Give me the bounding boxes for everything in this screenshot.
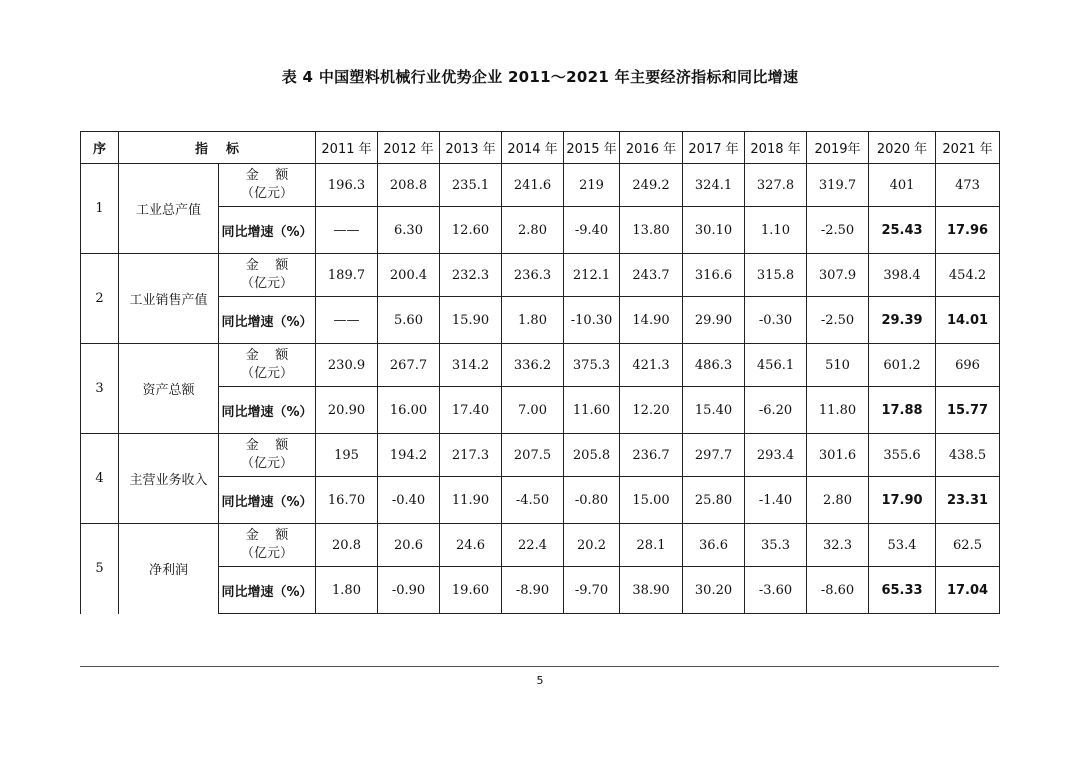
table-row-amount (81, 434, 1000, 477)
amount-cell: 314.2 (440, 344, 502, 387)
amount-cell: 601.2 (869, 344, 936, 387)
amount-label-line1: 金 额 (245, 528, 289, 543)
header-year: 2014 年 (502, 132, 564, 164)
row-index: 3 (81, 344, 119, 434)
footer-divider (80, 666, 999, 667)
header-year: 2019年 (807, 132, 869, 164)
header-indicator: 指 标 (119, 132, 316, 164)
amount-label-line2: （亿元） (241, 186, 294, 201)
header-year: 2021 年 (936, 132, 1000, 164)
rate-cell: 17.88 (869, 387, 936, 434)
amount-cell: 319.7 (807, 164, 869, 207)
rate-cell: 12.20 (620, 387, 683, 434)
rate-cell: 29.39 (869, 297, 936, 344)
rate-cell: 30.20 (683, 567, 745, 614)
amount-label-line2: （亿元） (241, 276, 294, 291)
header-year: 2013 年 (440, 132, 502, 164)
table-row-rate (81, 387, 1000, 434)
rate-cell: 25.80 (683, 477, 745, 524)
amount-label (219, 524, 316, 567)
indicator-name: 工业总产值 (119, 164, 219, 254)
header-seq: 序 (81, 132, 119, 164)
rate-cell: -4.50 (502, 477, 564, 524)
header-year: 2011 年 (316, 132, 378, 164)
header-year: 2020 年 (869, 132, 936, 164)
amount-cell: 236.3 (502, 254, 564, 297)
rate-cell: 17.90 (869, 477, 936, 524)
rate-label: 同比增速（%） (219, 387, 316, 434)
rate-label: 同比增速（%） (219, 567, 316, 614)
table-row-rate (81, 567, 1000, 614)
table-row-rate (81, 207, 1000, 254)
rate-cell: -6.20 (745, 387, 807, 434)
indicator-name: 工业销售产值 (119, 254, 219, 344)
amount-cell: 235.1 (440, 164, 502, 207)
rate-cell: 2.80 (502, 207, 564, 254)
row-index: 1 (81, 164, 119, 254)
amount-cell: 438.5 (936, 434, 1000, 477)
rate-cell: -0.30 (745, 297, 807, 344)
amount-cell: 696 (936, 344, 1000, 387)
rate-cell: 16.70 (316, 477, 378, 524)
amount-cell: 200.4 (378, 254, 440, 297)
row-index: 5 (81, 524, 119, 614)
rate-cell: 20.90 (316, 387, 378, 434)
rate-cell: -3.60 (745, 567, 807, 614)
table-row-rate (81, 477, 1000, 524)
indicator-name: 净利润 (119, 524, 219, 614)
amount-label-line2: （亿元） (241, 366, 294, 381)
rate-cell: 30.10 (683, 207, 745, 254)
amount-cell: 20.8 (316, 524, 378, 567)
table-row-amount (81, 254, 1000, 297)
amount-label-line1: 金 额 (245, 258, 289, 273)
amount-label (219, 434, 316, 477)
amount-cell: 297.7 (683, 434, 745, 477)
rate-cell: -0.40 (378, 477, 440, 524)
table-row-amount (81, 524, 1000, 567)
amount-cell: 307.9 (807, 254, 869, 297)
header-year: 2015 年 (564, 132, 620, 164)
amount-cell: 195 (316, 434, 378, 477)
rate-cell: 1.80 (502, 297, 564, 344)
rate-cell: 25.43 (869, 207, 936, 254)
rate-cell: -8.60 (807, 567, 869, 614)
amount-label-line1: 金 额 (245, 438, 289, 453)
rate-cell: 5.60 (378, 297, 440, 344)
amount-cell: 28.1 (620, 524, 683, 567)
table-row-rate (81, 297, 1000, 344)
rate-cell: 16.00 (378, 387, 440, 434)
rate-cell: -10.30 (564, 297, 620, 344)
amount-cell: 217.3 (440, 434, 502, 477)
amount-label-line2: （亿元） (241, 546, 294, 561)
amount-cell: 375.3 (564, 344, 620, 387)
amount-cell: 336.2 (502, 344, 564, 387)
amount-cell: 22.4 (502, 524, 564, 567)
amount-cell: 486.3 (683, 344, 745, 387)
rate-cell: 2.80 (807, 477, 869, 524)
amount-cell: 454.2 (936, 254, 1000, 297)
amount-cell: 249.2 (620, 164, 683, 207)
amount-cell: 315.8 (745, 254, 807, 297)
amount-cell: 62.5 (936, 524, 1000, 567)
rate-cell: 1.10 (745, 207, 807, 254)
row-index: 4 (81, 434, 119, 524)
amount-cell: 208.8 (378, 164, 440, 207)
rate-cell: 15.00 (620, 477, 683, 524)
amount-cell: 324.1 (683, 164, 745, 207)
rate-cell: -0.90 (378, 567, 440, 614)
amount-label (219, 254, 316, 297)
amount-cell: 32.3 (807, 524, 869, 567)
amount-cell: 20.6 (378, 524, 440, 567)
rate-cell: 38.90 (620, 567, 683, 614)
rate-cell: 15.40 (683, 387, 745, 434)
amount-cell: 421.3 (620, 344, 683, 387)
header-year: 2012 年 (378, 132, 440, 164)
rate-cell: 11.90 (440, 477, 502, 524)
rate-cell: —— (316, 207, 378, 254)
header-year: 2017 年 (683, 132, 745, 164)
rate-cell: 7.00 (502, 387, 564, 434)
rate-cell: -0.80 (564, 477, 620, 524)
rate-cell: 19.60 (440, 567, 502, 614)
indicator-name: 资产总额 (119, 344, 219, 434)
header-row (81, 132, 1000, 164)
rate-cell: -2.50 (807, 297, 869, 344)
rate-cell: 14.01 (936, 297, 1000, 344)
rate-cell: -2.50 (807, 207, 869, 254)
amount-cell: 212.1 (564, 254, 620, 297)
amount-cell: 401 (869, 164, 936, 207)
table-row-amount (81, 164, 1000, 207)
header-year: 2016 年 (620, 132, 683, 164)
amount-cell: 35.3 (745, 524, 807, 567)
amount-cell: 327.8 (745, 164, 807, 207)
amount-cell: 355.6 (869, 434, 936, 477)
rate-cell: 65.33 (869, 567, 936, 614)
amount-label (219, 344, 316, 387)
rate-cell: 1.80 (316, 567, 378, 614)
amount-label-line1: 金 额 (245, 348, 289, 363)
rate-cell: 14.90 (620, 297, 683, 344)
rate-cell: 11.60 (564, 387, 620, 434)
amount-cell: 241.6 (502, 164, 564, 207)
amount-cell: 194.2 (378, 434, 440, 477)
row-index: 2 (81, 254, 119, 344)
economic-indicators-table (80, 131, 1000, 614)
table-title: 表 4 中国塑料机械行业优势企业 2011～2021 年主要经济指标和同比增速 (281, 68, 799, 86)
rate-label: 同比增速（%） (219, 297, 316, 344)
amount-cell: 316.6 (683, 254, 745, 297)
rate-label: 同比增速（%） (219, 207, 316, 254)
rate-cell: 17.40 (440, 387, 502, 434)
amount-cell: 456.1 (745, 344, 807, 387)
amount-cell: 24.6 (440, 524, 502, 567)
amount-cell: 20.2 (564, 524, 620, 567)
amount-cell: 189.7 (316, 254, 378, 297)
page-number: 5 (536, 674, 544, 687)
rate-cell: 17.04 (936, 567, 1000, 614)
amount-cell: 236.7 (620, 434, 683, 477)
amount-cell: 36.6 (683, 524, 745, 567)
amount-cell: 196.3 (316, 164, 378, 207)
amount-cell: 243.7 (620, 254, 683, 297)
amount-cell: 207.5 (502, 434, 564, 477)
rate-cell: 15.77 (936, 387, 1000, 434)
rate-cell: -9.70 (564, 567, 620, 614)
amount-cell: 219 (564, 164, 620, 207)
amount-cell: 53.4 (869, 524, 936, 567)
amount-label-line2: （亿元） (241, 456, 294, 471)
amount-cell: 293.4 (745, 434, 807, 477)
amount-cell: 473 (936, 164, 1000, 207)
rate-cell: 13.80 (620, 207, 683, 254)
amount-cell: 232.3 (440, 254, 502, 297)
rate-cell: 29.90 (683, 297, 745, 344)
rate-label: 同比增速（%） (219, 477, 316, 524)
amount-cell: 301.6 (807, 434, 869, 477)
rate-cell: -1.40 (745, 477, 807, 524)
table-row-amount (81, 344, 1000, 387)
indicator-name: 主营业务收入 (119, 434, 219, 524)
amount-label (219, 164, 316, 207)
amount-label-line1: 金 额 (245, 168, 289, 183)
rate-cell: 6.30 (378, 207, 440, 254)
rate-cell: 11.80 (807, 387, 869, 434)
rate-cell: 12.60 (440, 207, 502, 254)
rate-cell: -9.40 (564, 207, 620, 254)
rate-cell: -8.90 (502, 567, 564, 614)
amount-cell: 267.7 (378, 344, 440, 387)
rate-cell: 23.31 (936, 477, 1000, 524)
amount-cell: 230.9 (316, 344, 378, 387)
rate-cell: 17.96 (936, 207, 1000, 254)
amount-cell: 398.4 (869, 254, 936, 297)
rate-cell: 15.90 (440, 297, 502, 344)
amount-cell: 205.8 (564, 434, 620, 477)
header-year: 2018 年 (745, 132, 807, 164)
rate-cell: —— (316, 297, 378, 344)
amount-cell: 510 (807, 344, 869, 387)
